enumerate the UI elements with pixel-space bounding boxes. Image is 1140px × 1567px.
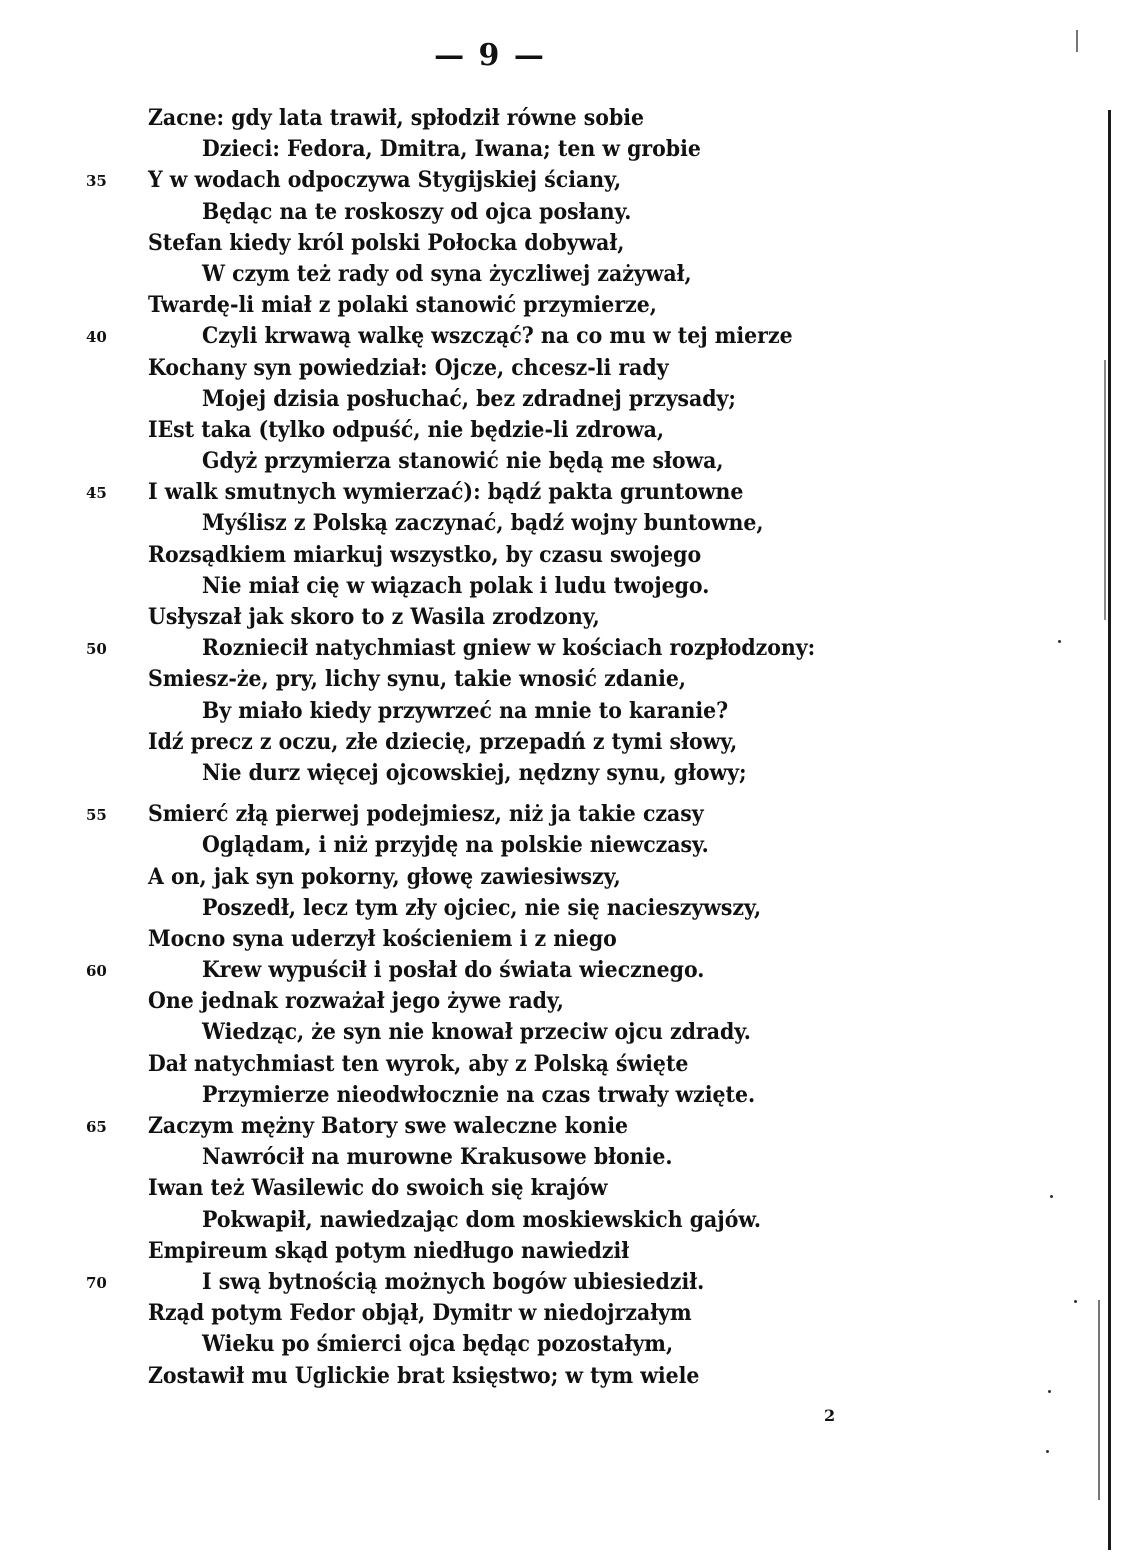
verse-line (0, 1080, 900, 1111)
verse-line-text: Smierć złą pierwej podejmiesz, niż ja takie czasy (148, 801, 704, 828)
scan-speck (1058, 640, 1061, 643)
verse-line-text: Nawrócił na murowne Krakusowe błonie. (202, 1144, 673, 1171)
verse-line (0, 602, 900, 633)
verse-line-text: W czym też rady od syna życzliwej zażywał, (202, 260, 692, 287)
verse-line (0, 1205, 900, 1236)
verse-line-text: Nie miał cię w wiązach polak i ludu twojego. (202, 572, 710, 599)
verse-line (0, 353, 900, 384)
verse-line-text: Pokwapił, nawiedzając dom moskiewskich gajów. (202, 1206, 762, 1233)
verse-line-text: Rozniecił natychmiast gniew w kościach rozpłodzony: (202, 635, 816, 662)
verse-line (0, 1017, 900, 1048)
verse-line (0, 664, 900, 695)
verse-line (0, 228, 900, 259)
verse-line (0, 259, 900, 290)
verse-line-text: Nie durz więcej ojcowskiej, nędzny synu, głowy; (202, 759, 747, 786)
scan-speck (1050, 1195, 1053, 1198)
verse-line-text: Iwan też Wasilewic do swoich się krajów (148, 1175, 608, 1202)
verse-line (0, 1173, 900, 1204)
verse-line (0, 1236, 900, 1267)
verse-line-text: I walk smutnych wymierzać): bądź pakta gruntowne (148, 479, 744, 506)
scan-edge-rule (1104, 360, 1106, 620)
verse-line-text: Smiesz-że, pry, lichy synu, takie wnosić zdanie, (148, 666, 687, 693)
verse-line-text: Dzieci: Fedora, Dmitra, Iwana; ten w grobie (202, 136, 701, 163)
verse-line-text: Wieku po śmierci ojca będąc pozostałym, (202, 1331, 674, 1358)
verse-line (0, 1267, 900, 1298)
verse-line-number: 70 (86, 1273, 107, 1292)
verse-line (0, 1049, 900, 1080)
verse-line-text: Mocno syna uderzył kościeniem i z niego (148, 925, 617, 952)
verse-line-text: Usłyszał jak skoro to z Wasila zrodzony, (148, 604, 600, 630)
verse-line (0, 1142, 900, 1173)
verse-line-number: 50 (86, 640, 107, 659)
verse-line (0, 727, 900, 758)
scan-edge-artifacts (1060, 0, 1140, 1567)
verse-line (0, 955, 900, 986)
verse-line-number: 55 (86, 806, 107, 825)
verse-line (0, 696, 900, 727)
verse-line (0, 862, 900, 893)
verse-line (0, 633, 900, 664)
verse-line-text: Czyli krwawą walkę wszcząć? na co mu w tej mierze (202, 323, 793, 350)
verse-line-text: Dał natychmiast ten wyrok, aby z Polską święte (148, 1050, 689, 1077)
verse-line (0, 321, 900, 352)
verse-line (0, 830, 900, 861)
verse-line (0, 446, 900, 477)
verse-line-number: 35 (86, 172, 107, 191)
verse-line (0, 165, 900, 196)
verse-line (0, 799, 900, 830)
verse-line-text: Myślisz z Polską zaczynać, bądź wojny buntowne, (202, 510, 764, 537)
verse-line-text: IEst taka (tylko odpuść, nie będzie-li zdrowa, (148, 416, 664, 443)
verse-line-text: I swą bytnością możnych bogów ubiesiedził. (202, 1268, 705, 1295)
verse-line-text: Krew wypuścił i posłał do świata wiecznego. (202, 957, 705, 984)
signature-mark: 2 (824, 1406, 836, 1425)
scan-edge-rule (1108, 110, 1111, 1550)
verse-line (0, 1111, 900, 1142)
verse-line-text: Stefan kiedy król polski Połocka dobywał, (148, 229, 625, 256)
verse-line-text: Będąc na te roskoszy od ojca posłany. (202, 198, 632, 225)
verse-line-number: 40 (86, 328, 107, 347)
verse-line (0, 508, 900, 539)
verse-line (0, 1329, 900, 1360)
verse-line-text: Idź precz z oczu, złe dziecię, przepadń z tymi słowy, (148, 728, 738, 755)
verse-line (0, 415, 900, 446)
scan-edge-rule (1076, 30, 1078, 52)
verse-line (0, 1361, 900, 1392)
verse-line-text: Twardę-li miał z polaki stanowić przymierze, (148, 292, 657, 319)
verse-line-text: Poszedł, lecz tym zły ojciec, nie się nacieszywszy, (202, 894, 762, 921)
verse-line (0, 893, 900, 924)
verse-line-text: Rozsądkiem miarkuj wszystko, by czasu swojego (148, 541, 702, 568)
verse-line-text: Rząd potym Fedor objął, Dymitr w niedojrzałym (148, 1300, 692, 1327)
verse-line (0, 540, 900, 571)
verse-line-text: Y w wodach odpoczywa Stygijskiej ściany, (148, 167, 622, 194)
verse-line (0, 571, 900, 602)
verse-line-text: Kochany syn powiedział: Ojcze, chcesz-li rady (148, 354, 669, 381)
verse-line-text: Zostawił mu Uglickie brat księstwo; w tym wiele (148, 1362, 700, 1389)
verse-line-text: Zaczym mężny Batory swe waleczne konie (148, 1113, 629, 1139)
scan-edge-rule (1098, 1300, 1100, 1500)
verse-line (0, 1298, 900, 1329)
verse-line (0, 103, 900, 134)
verse-line-text: Mojej dzisia posłuchać, bez zdradnej przysady; (202, 385, 736, 412)
verse-line (0, 758, 900, 789)
verse-line (0, 134, 900, 165)
verse-line-text: By miało kiedy przywrzeć na mnie to karanie? (202, 697, 729, 724)
page-number-header: — 9 — (434, 38, 546, 73)
verse-line-text: A on, jak syn pokorny, głowę zawiesiwszy, (148, 863, 621, 890)
verse-line (0, 477, 900, 508)
verse-line-text: One jednak rozważał jego żywe rady, (148, 988, 564, 1015)
scan-speck (1046, 1450, 1049, 1453)
verse-line (0, 197, 900, 228)
verse-line-number: 65 (86, 1118, 107, 1136)
verse-line-text: Oglądam, i niż przyjdę na polskie niewczasy. (202, 832, 709, 859)
verse-line-number: 45 (86, 484, 107, 503)
verse-line-text: Zacne: gdy lata trawił, spłodził równe sobie (148, 105, 645, 131)
verse-line (0, 986, 900, 1017)
verse-line (0, 384, 900, 415)
verse-line-text: Gdyż przymierza stanowić nie będą me słowa, (202, 448, 724, 475)
scan-speck (1048, 1390, 1051, 1393)
verse-line (0, 290, 900, 321)
scan-speck (1074, 1300, 1077, 1303)
verse-line-text: Empireum skąd potym niedługo nawiedził (148, 1237, 630, 1264)
verse-line (0, 924, 900, 955)
verse-line-text: Przymierze nieodwłocznie na czas trwały wzięte. (202, 1081, 756, 1108)
poem-body (0, 103, 900, 1392)
verse-line-number: 60 (86, 962, 107, 981)
verse-line-text: Wiedząc, że syn nie knował przeciw ojcu zdrady. (202, 1019, 751, 1046)
